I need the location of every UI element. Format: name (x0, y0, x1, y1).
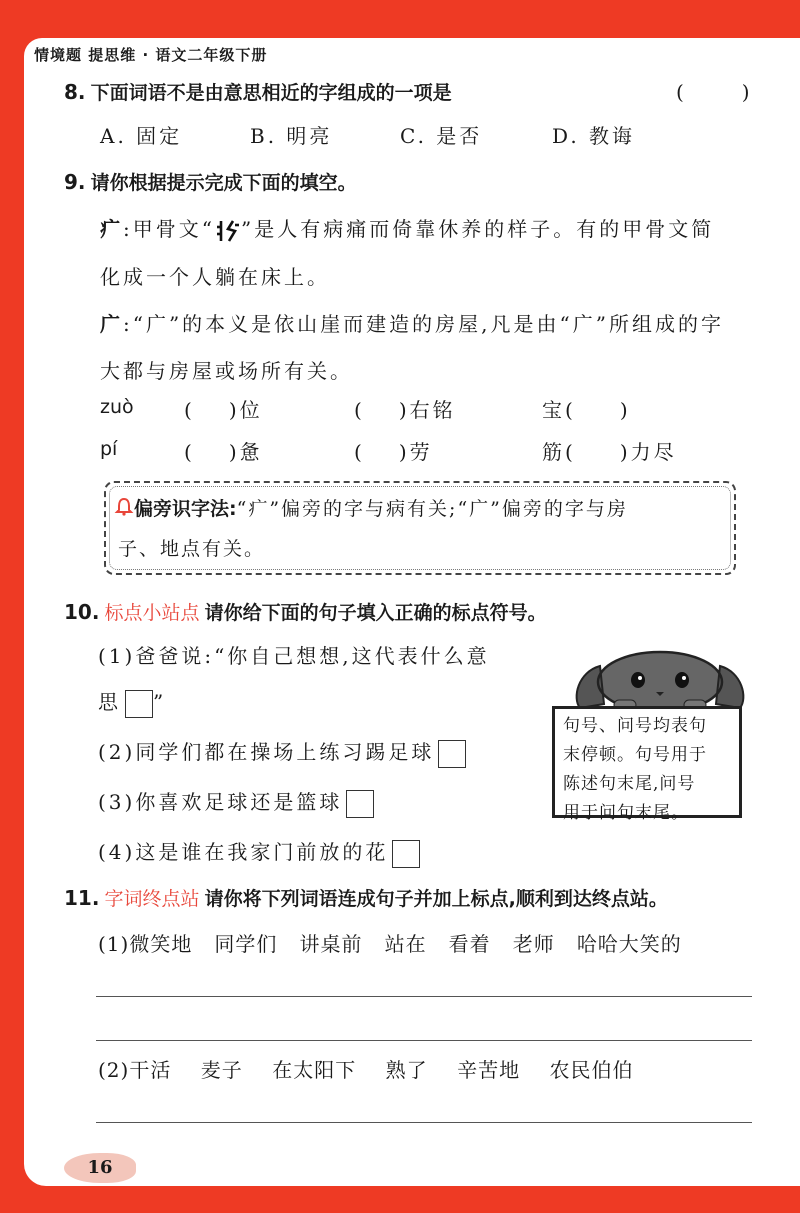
radical-label: 广 (100, 312, 123, 336)
section-tag: 字词终点站 (104, 888, 200, 910)
sentence-4: (4)这是谁在我家门前放的花 (98, 836, 420, 868)
question-10-prompt (64, 598, 547, 625)
answer-line[interactable] (96, 1040, 752, 1041)
oracle-bone-glyph-icon (215, 219, 241, 243)
section-tag: 标点小站点 (104, 602, 200, 624)
question-text: 下面词语不是由意思相近的字组成的一项是 (90, 82, 452, 104)
fill-blank-pi-3[interactable]: 筋( )力尽 (542, 440, 677, 464)
question-8-prompt (64, 78, 452, 105)
sentence-1-line-2: 思 ” (98, 686, 166, 718)
radical-explanation-2-cont: 大都与房屋或场所有关。 (100, 359, 353, 383)
question-text: 请你根据提示完成下面的填空。 (90, 172, 357, 194)
tip-text: “疒”偏旁的字与病有关;“广”偏旁的字与房 (236, 498, 628, 520)
punctuation-box[interactable] (125, 690, 153, 718)
question-11-prompt (64, 884, 668, 911)
fill-blank-zuo-2[interactable]: ( )右铭 (354, 398, 456, 422)
radical-explanation-1-cont: 化成一个人躺在床上。 (100, 265, 330, 289)
word-list-2: (2)干活 麦子 在太阳下 熟了 辛苦地 农民伯伯 (98, 1058, 634, 1082)
hint-bubble: 句号、问号均表句 末停顿。句号用于 陈述句末尾,问号 用于问句末尾。 (552, 706, 742, 818)
fill-blank-pi-2[interactable]: ( )劳 (354, 440, 433, 464)
question-text: 请你将下列词语连成句子并加上标点,顺利到达终点站。 (204, 888, 668, 910)
option-d[interactable]: D. 教诲 (552, 124, 636, 148)
rabbit-illustration (570, 638, 750, 710)
punctuation-box[interactable] (346, 790, 374, 818)
radical-explanation-1 (100, 213, 714, 243)
answer-line[interactable] (96, 996, 752, 997)
question-number: 11. (64, 886, 100, 910)
answer-line[interactable] (96, 1122, 752, 1123)
tip-label: 偏旁识字法: (134, 498, 237, 520)
question-number: 10. (64, 600, 100, 624)
page-number: 16 (64, 1153, 136, 1183)
explanation-text: :甲骨文“ (123, 217, 215, 241)
punctuation-box[interactable] (438, 740, 466, 768)
option-c[interactable]: C. 是否 (400, 124, 483, 148)
radical-explanation-2 (100, 308, 724, 337)
explanation-text: :“广”的本义是依山崖而建造的房屋,凡是由“广”所组成的字 (123, 312, 724, 336)
sentence-1-line-1: (1)爸爸说:“你自己想想,这代表什么意 (98, 644, 490, 668)
explanation-text: ”是人有病痛而倚靠休养的样子。有的甲骨文简 (240, 217, 715, 241)
tip-text-line-1 (114, 494, 628, 521)
bell-icon (114, 497, 134, 517)
option-b[interactable]: B. 明亮 (250, 124, 333, 148)
word-list-1: (1)微笑地 同学们 讲桌前 站在 看着 老师 哈哈大笑的 (98, 932, 682, 956)
answer-paren: ( ) (676, 80, 756, 104)
pinyin-pi: pí (100, 438, 118, 460)
fill-blank-pi-1[interactable]: ( )惫 (184, 440, 263, 464)
sentence-2: (2)同学们都在操场上练习踢足球 (98, 736, 466, 768)
worksheet-page (24, 38, 800, 1186)
punctuation-box[interactable] (392, 840, 420, 868)
radical-label: 疒 (100, 217, 123, 241)
fill-blank-zuo-3[interactable]: 宝( ) (542, 398, 631, 422)
question-9-prompt (64, 168, 357, 195)
sentence-3: (3)你喜欢足球还是篮球 (98, 786, 374, 818)
fill-blank-zuo-1[interactable]: ( )位 (184, 398, 263, 422)
question-text: 请你给下面的句子填入正确的标点符号。 (204, 602, 547, 624)
book-header: 情境题 提思维 · 语文二年级下册 (34, 46, 268, 64)
question-number: 8. (64, 80, 86, 104)
question-number: 9. (64, 170, 86, 194)
tip-text-line-2: 子、地点有关。 (118, 538, 266, 560)
option-a[interactable]: A. 固定 (100, 124, 183, 148)
pinyin-zuo: zuò (100, 396, 134, 418)
